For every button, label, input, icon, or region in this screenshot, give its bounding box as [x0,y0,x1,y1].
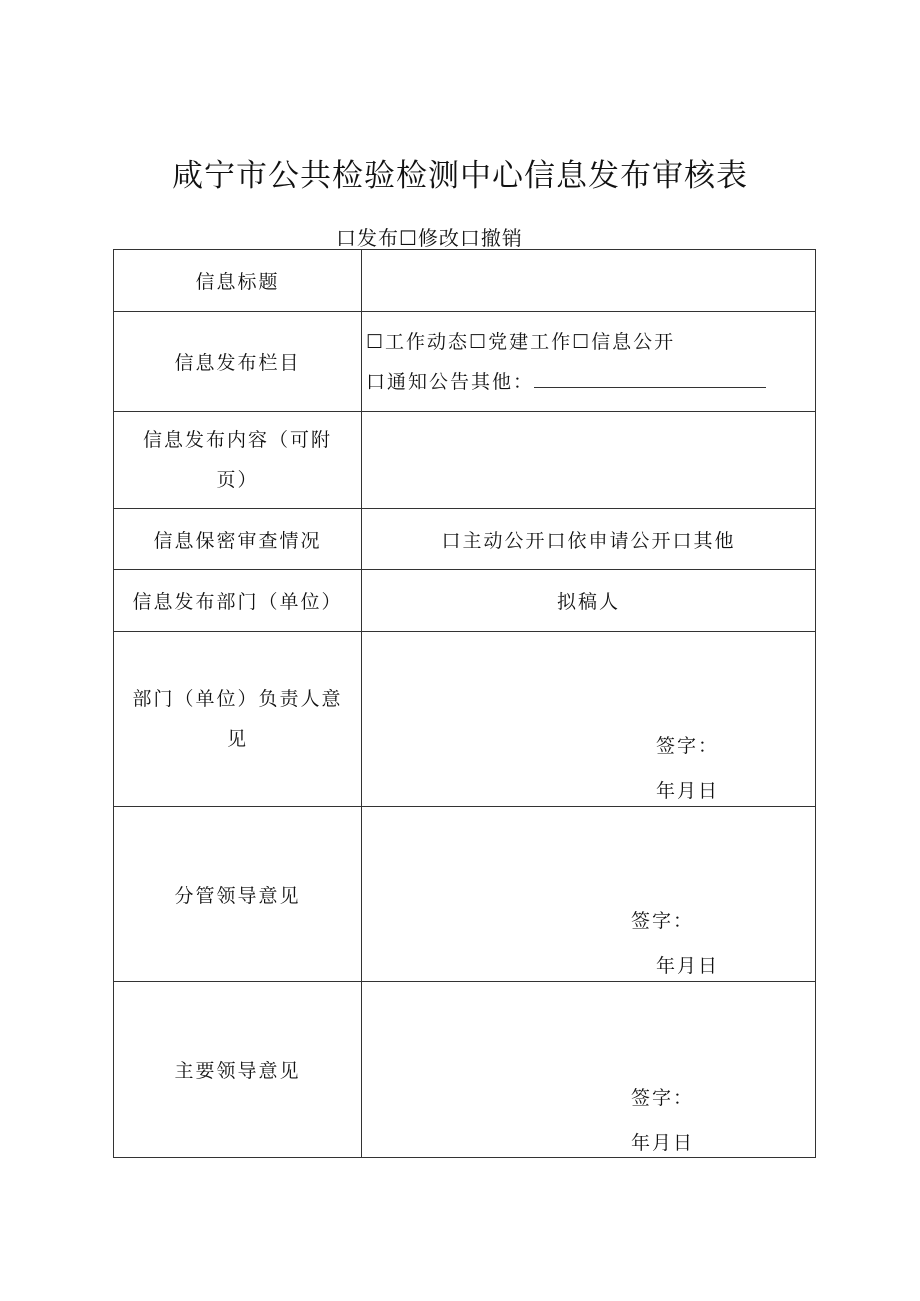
dept-head-label-line2: 见 [226,728,248,750]
review-form-table [113,249,816,1158]
principal-label: 主要领导意见 [114,982,362,1158]
secrecy-options[interactable]: 口主动公开口依申请公开口其他 [362,509,816,570]
table-row-dept-head [114,632,816,807]
table-row-department [114,570,816,632]
table-row-principal [114,982,816,1158]
content-label-line2: 页） [216,469,259,491]
dept-head-label [114,632,362,807]
column-options-line1[interactable]: ☐工作动态☐党建工作☐信息公开 [366,330,676,353]
secrecy-label: 信息保密审查情况 [114,509,362,570]
dept-head-label-line1: 部门（单位）负责人意 [132,688,343,710]
supervisor-signature: 签字： [631,910,695,932]
table-row-content [114,412,816,509]
principal-date: 年月日 [631,1132,695,1154]
drafter-label: 拟稿人 [362,570,816,632]
principal-signature: 签字： [631,1087,695,1109]
column-label: 信息发布栏目 [114,312,362,412]
principal-opinion[interactable] [362,982,816,1158]
column-options-line2-text: 口通知公告其他： [366,370,535,393]
table-row-info-title [114,250,816,312]
department-label: 信息发布部门（单位） [114,570,362,632]
dept-head-date: 年月日 [656,780,720,802]
supervisor-opinion[interactable] [362,807,816,982]
info-title-label: 信息标题 [114,250,362,312]
table-row-column [114,312,816,412]
dept-head-opinion[interactable] [362,632,816,807]
action-type-options[interactable]: 口发布☐修改口撤销 [336,226,523,250]
content-label-line1: 信息发布内容（可附 [142,429,332,451]
dept-head-signature: 签字： [656,735,720,757]
table-row-secrecy [114,509,816,570]
supervisor-date: 年月日 [656,955,720,977]
content-value[interactable] [362,412,816,509]
content-label [114,412,362,509]
other-blank-line[interactable] [534,367,766,388]
column-options-line2[interactable] [362,362,815,402]
supervisor-label: 分管领导意见 [114,807,362,982]
table-row-supervisor [114,807,816,982]
info-title-value[interactable] [362,250,816,312]
column-value[interactable] [362,312,816,412]
page-title: 咸宁市公共检验检测中心信息发布审核表 [172,158,748,194]
